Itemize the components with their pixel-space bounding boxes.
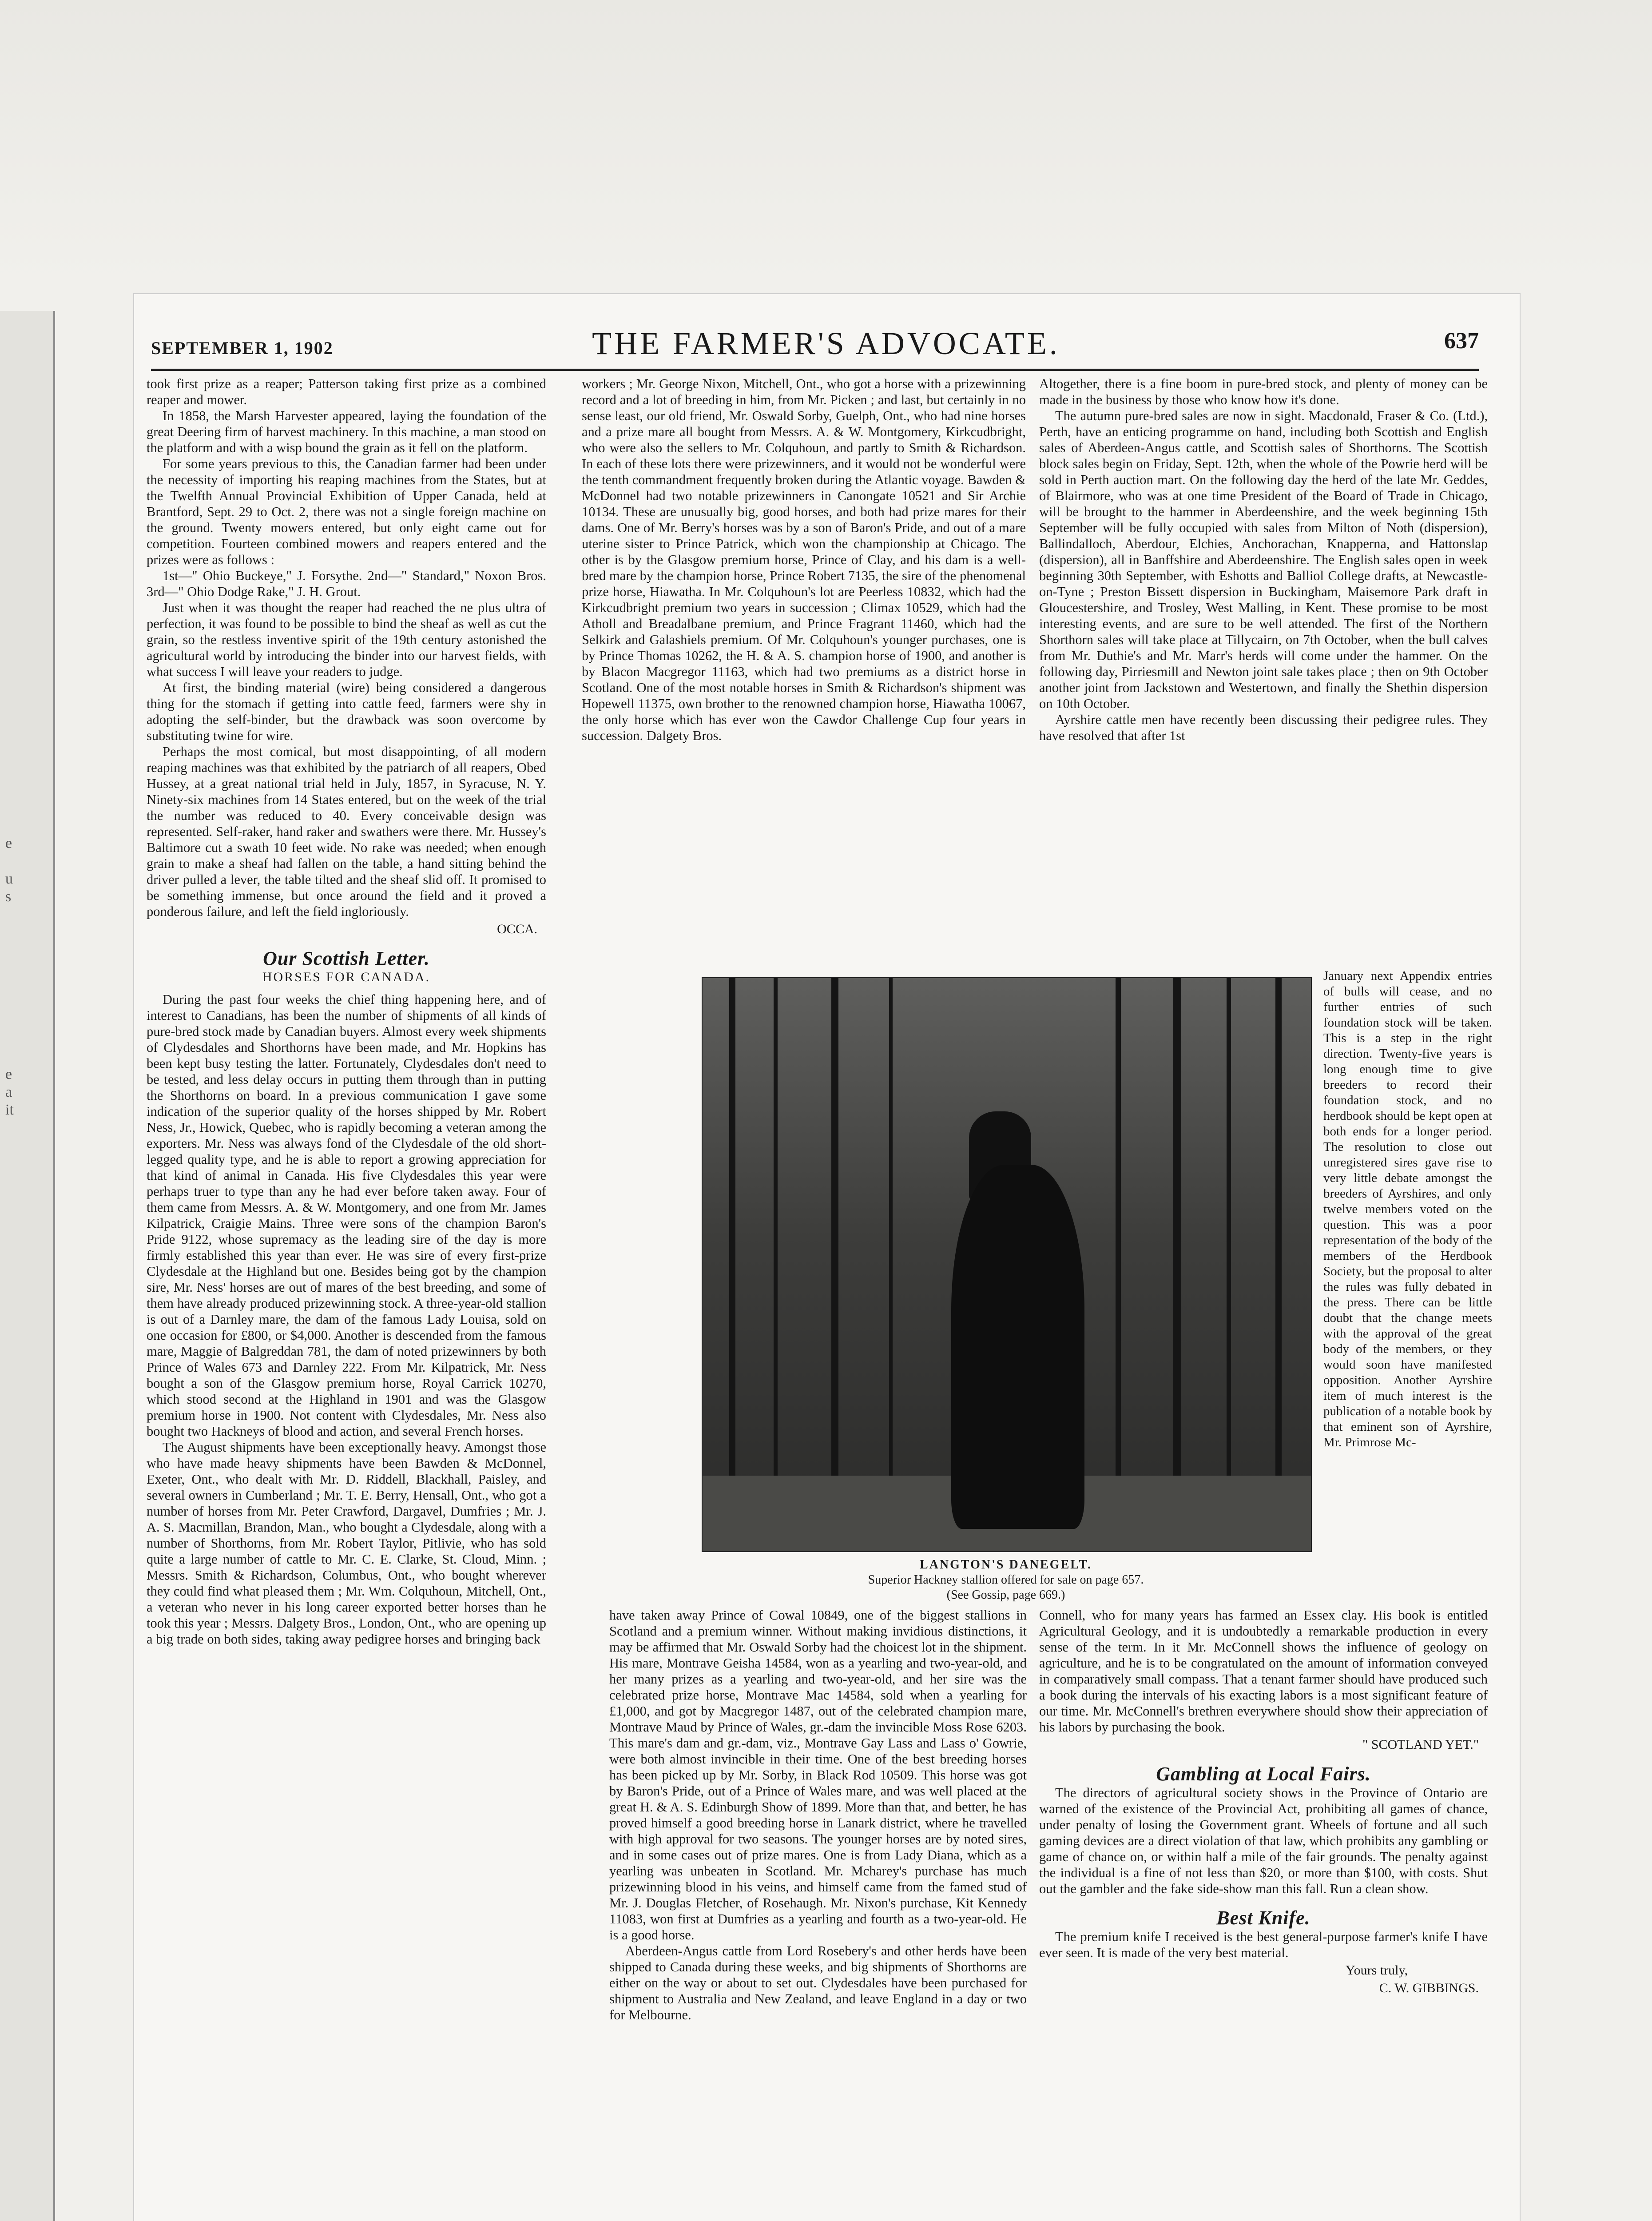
scottish-letter-subheading: HORSES FOR CANADA. [262,970,431,984]
tree [889,978,893,1551]
caption-title: LANGTON'S DANEGELT. [920,1558,1092,1572]
edge-fragment: e [5,835,12,852]
paragraph: The autumn pure-bred sales are now in sight. Macdonald, Fraser & Co. (Ltd.), Perth, have an enticing programme on hand, including both Scottish and English sales of Aberdeen-Angus cattle, and Scottish sales of Shorthorns. The Scottish block sales begin on Friday, Sept. 12th, when the whole of the Powrie herd will be sold in Perth auction mart. On the following day the herd of the late Mr. Geddes, of Blairmore, who was at one time President of the Board of Trade in Chicago, will be brought to the hammer in Aberdeenshire, and the week beginning 15th September will be fully occupied with sales from Milton of Noth (dispersion), Ballindalloch, Aberdour, Elchies, Anchorachan, Knapperna, and Hattonslap (dispersion), all in Banffshire and Aberdeenshire. The English sales open in week beginning 30th September, with Eshotts and Balliol College drafts, at Newcastle-on-Tyne ; Preston Bissett dispersion in Buckingham, Maisemore Park draft in Gloucestershire, and Trosley, West Malling, in Kent. These promise to be most interesting events, and are sure to be well attended. The first of the Northern Shorthorn sales will take place at Tillycairn, on 7th October, when the bull calves from Mr. Duthie's and Mr. Marr's herds will come under the hammer. On the following day, Pirriesmill and Newton joint sale takes place ; then on 9th October another joint from Jackstown and Westertown, and finally the Shethin dispersion on 10th October. [1039,408,1488,711]
scottish-letter-heading: Our Scottish Letter. [263,947,430,969]
paragraph: Altogether, there is a fine boom in pure-bred stock, and plenty of money can be made in the business by those who know how it's done. [1039,376,1488,407]
letter-closing: Yours truly, [1345,1963,1408,1978]
publication-title: THE FARMER'S ADVOCATE. [592,326,1060,361]
paragraph: January next Appendix entries of bulls will cease, and no further entries of such foundation stock will be taken. This is a step in the right direction. Twenty-five years is long enough time to give breeders to record their foundation stock, and no herdbook should be kept open at both ends for a longer period. The resolution to close out unregistered sires gave rise to very little debate amongst the breeders of Ayrshires, and only twelve members voted on the question. This was a poor representation of the body of the members of the Herdbook Society, but the proposal to alter the rules was fully debated in the press. There can be little doubt that the change meets with the approval of the great body of the members, or they would soon have manifested opposition. Another Ayrshire item of much interest is the publication of a notable book by that eminent son of Ayrshire, Mr. Primrose Mc- [1323,969,1492,1449]
paragraph: workers ; Mr. George Nixon, Mitchell, Ont., who got a horse with a prizewinning record and a lot of breeding in him, from Mr. Picken ; and last, but certainly in no sense least, our old friend, Mr. Oswald Sorby, Guelph, Ont., who had nine horses and a prize mare all bought from Messrs. A. & W. Montgomery, Kirkcudbright, who were also the sellers to Mr. Colquhoun, and partly to Smith & Richardson. In each of these lots there were prizewinners, and it would not be wonderful were the tenth commandment frequently broken during the Atlantic voyage. Bawden & McDonnel had two notable prizewinners in Canongate 10521 and Sir Archie 10134. These are unusually big, good horses, and both had prize mares for their dams. One of Mr. Berry's horses was by a son of Baron's Pride, and out of a mare uterine sister to Prince Patrick, which won the championship at Chicago. The other is by the Glasgow premium horse, Prince of Clay, and his dam is a well-bred mare by the champion horse, Prince Robert 7135, the sire of the phenomenal prize horse, Hiawatha. In Mr. Colquhoun's lot are Peerless 10832, which had the Kirkcudbright premium two years in succession ; Climax 10529, which had the Atholl and Breadalbane premium, and Prince Fragrant 11460, which had the Selkirk and Galashiels premium. Of Mr. Colquhoun's younger purchases, one is by Prince Thomas 10262, the H. & A. S. champion horse of 1900, and another is by Blacon Macgregor 11163, which had two premiums as a district horse in Scotland. One of the most notable horses in Smith & Richardson's shipment was Hopewell 11375, own brother to the renowned champion horse, Hiawatha 10067, the only horse which has ever won the Cawdor Challenge Cup four years in succession. Dalgety Bros. [582,376,1026,743]
column-3-bottom [1039,1607,1488,1996]
paragraph: For some years previous to this, the Canadian farmer had been under the necessity of importing his reaping machines from the States, but at the Twelfth Annual Provincial Exhibition of Upper Canada, held at Brantford, Sept. 29 to Oct. 2, there was not a single foreign machine on the ground. Twenty mowers entered, but only eight came out for competition. Fourteen combined mowers and reapers entered and the prizes were as follows : [147,456,546,567]
caption-line: Superior Hackney stallion offered for sale on page 657. [868,1573,1144,1587]
column-1-top [147,376,546,1647]
column-3-beside-photo [1323,968,1492,1450]
horse-photograph [702,977,1312,1552]
horse-body [951,1165,1084,1529]
tree [1275,978,1282,1551]
edge-fragment: u [5,871,13,887]
edge-fragment: s [5,888,12,905]
paragraph: Aberdeen-Angus cattle from Lord Rosebery's and other herds have been shipped to Canada during these weeks, and big shipments of Shorthorns are either on the way or about to set out. Clydesdales have been purchased for shipment to Australia and New Zealand, and leave England in a day or two for Melbourne. [609,1943,1027,2022]
tree [1227,978,1231,1551]
paragraph: At first, the binding material (wire) being considered a dangerous thing for the stomach if getting into cattle feed, farmers were shy in adopting the self-binder, but the drawback was soon overcome by substituting twine for wire. [147,680,546,743]
paragraph: took first prize as a reaper; Patterson taking first prize as a combined reaper and mower. [147,376,546,407]
caption-line: (See Gossip, page 669.) [946,1588,1065,1602]
photo-caption [702,1557,1310,1603]
paragraph: Connell, who for many years has farmed an Essex clay. His book is entitled Agricultural Geology, and it is undoubtedly a remarkable production in every sense of the term. In it Mr. McConnell shows the influence of geology on agriculture, and he is to be congratulated on the amount of information conveyed in comparatively small compass. That a tenant farmer should have produced such a book during the intervals of his exacting labors is a most significant feature of our time. Mr. McConnell's brethren everywhere should show their appreciation of his labors by purchasing the book. [1039,1608,1488,1735]
issue-date: SEPTEMBER 1, 1902 [151,338,334,358]
previous-page-edge [0,311,55,2221]
paragraph: The directors of agricultural society shows in the Province of Ontario are warned of the existence of the Provincial Act, prohibiting all games of chance, under penalty of losing the Government grant. Wheels of fortune and all such gaming devices are a direct violation of that law, which prohibits any gambling or game of chance on, or within half a mile of the fair grounds. The penalty against the individual is a fine of not less than $20, or more than $100, with costs. Shut out the gambler and the fake side-show man this fall. Run a clean show. [1039,1785,1488,1896]
paragraph: Ayrshire cattle men have recently been discussing their pedigree rules. They have resolved that after 1st [1039,712,1488,743]
column-2-bottom [609,1607,1027,2023]
page-number: 637 [1444,328,1479,354]
paragraph: In 1858, the Marsh Harvester appeared, laying the foundation of the great Deering firm of harvest machinery. In this machine, a man stood on the platform and with a wisp bound the grain as it fell on the platform. [147,408,546,455]
signature: " SCOTLAND YET." [1362,1737,1479,1752]
tree [1173,978,1181,1551]
signature: OCCA. [497,922,537,936]
scan-top-margin [0,0,1652,284]
edge-fragment: a [5,1084,12,1100]
paragraph: Perhaps the most comical, but most disappointing, of all modern reaping machines was that exhibited by the patriarch of all reapers, Obed Hussey, at a great national trial held in July, 1857, in Syracuse, N. Y. Ninety-six machines from 14 States entered, but on the week of the trial the number was reduced to 40. Every conceivable design was represented. Self-raker, hand raker and swathers were there. Mr. Hussey's Baltimore cut a swath 10 feet wide. No rake was needed; when enough grain to make a sheaf had fallen on the table, a hand sitting behind the driver pulled a lever, the table tilted and the sheaf slid off. It promised to be something immense, but once around the field and it proved a ponderous failure, and left the field ingloriously. [147,744,546,919]
tree [774,978,778,1551]
tree [1116,978,1121,1551]
paragraph: Just when it was thought the reaper had reached the ne plus ultra of perfection, it was found to be possible to bind the sheaf as well as cut the grain, so the restless inventive spirit of the 19th century astonished the agricultural world by introducing the binder into our harvest fields, with what success I will leave your readers to judge. [147,600,546,679]
paragraph: The premium knife I received is the best general-purpose farmer's knife I have ever seen. It is made of the very best material. [1039,1929,1488,1960]
tree [831,978,838,1551]
edge-fragment: it [5,1102,14,1118]
paragraph: During the past four weeks the chief thing happening here, and of interest to Canadians, has been the number of shipments of all kinds of pure-bred stock made by Canadian buyers. Almost every week shipments of Clydesdales and Shorthorns have been made, and Mr. Hopkins has been kept busy testing the latter. Fortunately, Clydesdales don't need to be tested, and less delay occurs in putting them through than in putting the Shorthorns on board. In a previous communication I gave some indication of the superior quality of the horses shipped by Mr. Robert Ness, Jr., Howick, Quebec, who is rapidly becoming a veteran among the exporters. Mr. Ness was always fond of the Clydesdale of the old short-legged quality type, and he is able to report a growing appreciation for that kind of animal in Canada. His five Clydesdales this year were perhaps truer to type than any he had ever before taken away. Four of them came from Messrs. A. & W. Montgomery, and one from Mr. James Kilpatrick, Craigie Mains. Three were sons of the champion Baron's Pride 9122, whose supremacy as the leading sire of the day is more firmly established this year than ever. He was sire of every first-prize Clydesdale at the Highland but one. Besides being got by the champion sire, Mr. Ness' horses are out of mares of the best breeding, and some of them have already produced prizewinning stock. A three-year-old stallion is out of a Darnley mare, the dam of the famous Lady Louisa, sold on one occasion for £800, or $4,000. Another is descended from the famous mare, Maggie of Balgreddan 781, the dam of noted prizewinners by both Prince of Wales 673 and Darnley 222. From Mr. Kilpatrick, Mr. Ness bought a son of the Glasgow premium horse, Royal Carrick 10270, which stood second at the Highland in 1901 and was the Glasgow premium horse in 1900. Not content with Clydesdales, Mr. Ness also bought two Hackneys of blood and action, and several French horses. [147,992,546,1439]
tree [729,978,735,1551]
edge-fragment: e [5,1066,12,1083]
letter-signature: C. W. GIBBINGS. [1379,1981,1479,1995]
paragraph: 1st—" Ohio Buckeye," J. Forsythe. 2nd—" Standard," Noxon Bros. 3rd—" Ohio Dodge Rake," J. H. Grout. [147,568,546,599]
column-2-top [582,376,1026,744]
running-head [151,325,1501,365]
column-3-top [1039,376,1488,744]
best-knife-heading: Best Knife. [1216,1907,1310,1929]
header-rule [151,369,1479,371]
paragraph: The August shipments have been exceptionally heavy. Amongst those who have made heavy shipments have been Bawden & McDonnel, Exeter, Ont., who dealt with Mr. D. Riddell, Blackhall, Paisley, and several owners in Cumberland ; Mr. T. E. Berry, Hensall, Ont., who got a number of horses from Mr. Peter Crawford, Dargavel, Dumfries ; Mr. J. A. S. Macmillan, Brandon, Man., who bought a Clydesdale, along with a number of Shorthorns, from Mr. Robert Taylor, Pitlivie, who has sold quite a large number of cattle to Mr. C. E. Clarke, St. Cloud, Minn. ; Messrs. Smith & Richardson, Columbus, Ont., who bought wherever they could find what pleased them ; Mr. Wm. Colquhoun, Mitchell, Ont., a veteran who never in his long career exported better horses than he took this year ; Messrs. Dalgety Bros., London, Ont., who are opening up a big trade on both sides, taking away pedigree horses and bringing back [147,1440,546,1647]
gambling-heading: Gambling at Local Fairs. [1156,1763,1371,1785]
paragraph: have taken away Prince of Cowal 10849, one of the biggest stallions in Scotland and a premium winner. Without making invidious distinctions, it may be affirmed that Mr. Oswald Sorby had the choicest lot in the shipment. His mare, Montrave Geisha 14584, won as a yearling and two-year-old, and her many prizes as a yearling and two-year-old, and her sire was the celebrated prize horse, Montrave Mac 14584, sold when a yearling for £1,000, and got by Macgregor 1487, out of the celebrated champion mare, Montrave Maud by Prince of Wales, gr.-dam the invincible Moss Rose 6203. This mare's dam and gr.-dam, viz., Montrave Gay Lass and Lass o' Gowrie, were both almost invincible in their time. One of the best breeding horses has been picked up by Mr. Sorby, in Black Rod 10509. This horse was got by Baron's Pride, out of a Prince of Wales mare, and was well placed at the great H. & A. S. Edinburgh Show of 1899. More than that, and better, he has proved himself a good breeding horse in Lanark district, where he travelled with high approval for two seasons. The younger horses are by noted sires, and in some cases out of prize mares. One is from Lady Diana, which as a yearling was unbeaten in Scotland. Mr. Mcharey's purchase has much prizewinning blood in his veins, and himself came from the famed stud of Mr. J. Douglas Fletcher, of Rosehaugh. Mr. Nixon's purchase, Kit Kennedy 11083, won first at Dumfries as a yearling and fourth as a two-year-old. He is a good horse. [609,1608,1027,1942]
